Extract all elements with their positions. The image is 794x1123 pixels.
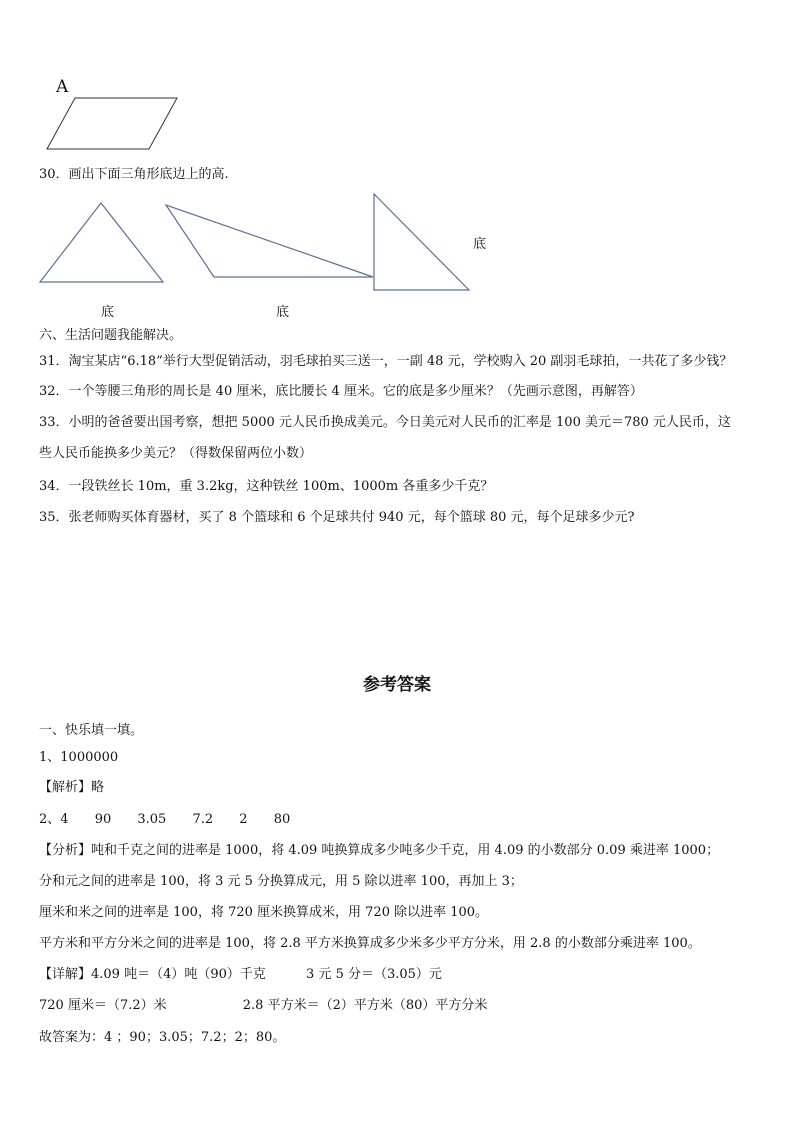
base-label-3: 底: [473, 237, 487, 252]
answer-2-value: 80: [273, 812, 291, 827]
answer-2-analysis-2: 分和元之间的进率是 100，将 3 元 5 分换算成元，用 5 除以进率 100，再加上 3；: [39, 874, 523, 889]
answer-2-value: 2: [239, 812, 248, 827]
parallelogram-shape: [47, 98, 177, 149]
detail-square-meters: 2.8 平方米＝（2）平方米（80）平方分米: [242, 998, 488, 1013]
answer-2-value: 3.05: [137, 812, 167, 827]
answer-2-value: 7.2: [192, 812, 214, 827]
question-33-line-1: 33．小明的爸爸要出国考察，想把 5000 元人民币换成美元。今日美元对人民币的汇率是 100 美元＝780 元人民币，这: [39, 415, 731, 430]
question-30: 30．画出下面三角形底边上的高.: [39, 167, 229, 182]
answer-2-detail-1: [39, 966, 442, 984]
base-label-1: 底: [101, 305, 115, 320]
triangle-2: [166, 205, 373, 277]
answers-title: 参考答案: [363, 675, 431, 695]
question-31: 31．淘宝某店“6.18”举行大型促销活动，羽毛球拍买三送一，一副 48 元，学校购入 20 副羽毛球拍，一共花了多少钱？: [39, 354, 733, 369]
detail-yuan: 3 元 5 分＝（3.05）元: [306, 967, 442, 982]
triangle-1: [40, 203, 163, 282]
answers-section-1: 一、快乐填一填。: [39, 723, 144, 738]
detail-meters: 720 厘米＝（7.2）米: [39, 998, 167, 1013]
vertex-a-label: A: [56, 77, 69, 97]
answer-2-value: 2、4: [39, 812, 69, 827]
question-34: 34．一段铁丝长 10m，重 3.2kg，这种铁丝 100m、1000m 各重多少千克？: [39, 479, 494, 494]
question-35: 35．张老师购买体育器材，买了 8 个篮球和 6 个足球共付 940 元，每个篮球 80 元，每个足球多少元?: [39, 510, 635, 525]
answer-2-conclusion: 故答案为：4 ；90；3.05；7.2；2；80。: [39, 1030, 286, 1045]
base-label-2: 底: [276, 305, 290, 320]
answer-2-analysis-4: 平方米和平方分米之间的进率是 100，将 2.8 平方米换算成多少米多少平方分米，用 2.8 的小数部分乘进率 100。: [39, 936, 701, 951]
section-6-heading: 六、生活问题我能解决。: [39, 328, 183, 343]
answer-2-value: 90: [94, 812, 112, 827]
answer-2-values: [39, 811, 290, 829]
triangles-figure: [0, 180, 794, 300]
detail-tons: 【详解】4.09 吨＝（4）吨（90）千克: [39, 967, 266, 982]
question-32: 32．一个等腰三角形的周长是 40 厘米，底比腰长 4 厘米。它的底是多少厘米？（先画示意图，再解答）: [39, 384, 643, 399]
answer-1-analysis: 【解析】略: [39, 780, 105, 795]
question-33-line-2: 些人民币能换多少美元？（得数保留两位小数）: [39, 446, 313, 461]
triangle-3: [374, 194, 469, 290]
answer-2-analysis-3: 厘米和米之间的进率是 100，将 720 厘米换算成米，用 720 除以进率 100。: [39, 905, 489, 920]
answer-1: 1、1000000: [39, 750, 119, 765]
answer-2-analysis-1: 【分析】吨和千克之间的进率是 1000，将 4.09 吨换算成多少吨多少千克，用 4.09 的小数部分 0.09 乘进率 1000；: [39, 843, 720, 858]
answer-2-detail-2: [39, 997, 487, 1015]
parallelogram-figure: [0, 0, 794, 160]
